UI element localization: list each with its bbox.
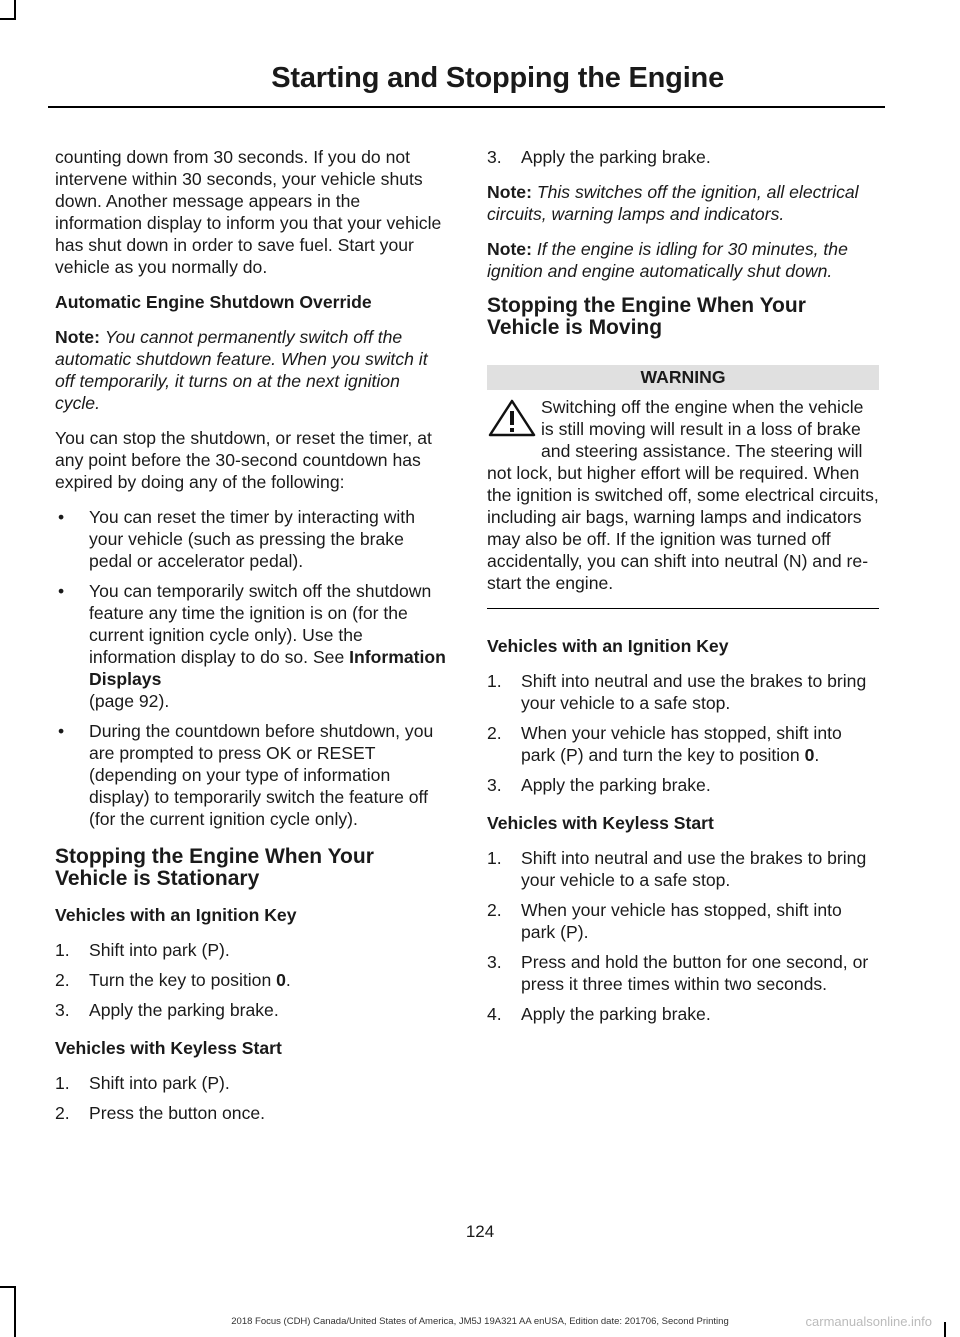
page-title: Starting and Stopping the Engine <box>271 62 724 94</box>
step-end: . <box>814 745 820 765</box>
step-item <box>487 670 879 714</box>
step-text: Shift into neutral and use the brakes to bring your vehicle to a safe stop. <box>521 671 867 713</box>
subsection-heading: Vehicles with an Ignition Key <box>55 905 297 925</box>
step-text: Apply the parking brake. <box>521 775 711 795</box>
note-label: Note: <box>487 239 532 259</box>
step-item <box>487 951 879 995</box>
warning-text: Switching off the engine when the vehicle is still moving will result in a loss of brake and steering assistance. The steering will not lock, but higher effort will be required. When the ignition is switched off, some electrical circuits, including air bags, warning lamps and indicators may also be off. If the ignition was turned off accidentally, you can shift into neutral (N) and re-start the engine. <box>487 397 879 593</box>
right-column <box>487 146 879 1033</box>
bullet-marker: • <box>58 581 65 601</box>
intro-paragraph: counting down from 30 seconds. If you do not intervene within 30 seconds, your vehicle shuts down. Another message appears in the information display to inform you that your vehicle has shut down in order to save fuel. Start your vehicle as you normally do. <box>55 147 442 277</box>
step-text: Turn the key to position <box>89 970 277 990</box>
section-heading: Stopping the Engine When Your Vehicle is Stationary <box>55 845 374 890</box>
step-text: Apply the parking brake. <box>89 1000 279 1020</box>
information-displays-link[interactable]: Information Displays <box>89 647 446 689</box>
header-rule <box>48 106 885 108</box>
step-item <box>487 774 879 796</box>
step-number: 1. <box>55 940 70 960</box>
note <box>487 181 879 225</box>
bullet-marker: • <box>58 721 65 741</box>
step-number: 3. <box>487 952 502 972</box>
step-text: When your vehicle has stopped, shift into park (P). <box>521 900 842 942</box>
step-text: Shift into park (P). <box>89 1073 230 1093</box>
section-heading: Stopping the Engine When Your Vehicle is Moving <box>487 294 806 339</box>
step-text: Shift into neutral and use the brakes to bring your vehicle to a safe stop. <box>521 848 867 890</box>
crop-mark <box>14 1286 16 1337</box>
step-item <box>55 1102 449 1124</box>
step-number: 2. <box>487 900 502 920</box>
page-number: 124 <box>465 1222 495 1241</box>
override-heading: Automatic Engine Shutdown Override <box>55 292 372 312</box>
step-text: Shift into park (P). <box>89 940 230 960</box>
step-number: 1. <box>487 671 502 691</box>
note-text: If the engine is idling for 30 minutes, the ignition and engine automatically shut down. <box>487 239 848 281</box>
bullet-item <box>55 720 449 830</box>
step-number: 1. <box>55 1073 70 1093</box>
warning-triangle-icon <box>487 398 537 438</box>
note-label: Note: <box>55 327 100 347</box>
step-number: 2. <box>55 1103 70 1123</box>
warning-rule <box>487 608 879 609</box>
warning-title: WARNING <box>487 365 879 390</box>
note-label: Note: <box>487 182 532 202</box>
note-text: This switches off the ignition, all electrical circuits, warning lamps and indicators. <box>487 182 859 224</box>
step-text: Press the button once. <box>89 1103 266 1123</box>
footer-text: 2018 Focus (CDH) Canada/United States of America, JM5J 19A321 AA enUSA, Edition date: 201706, Second Printing <box>231 1316 729 1327</box>
watermark: carmanualsonline.info <box>805 1314 932 1329</box>
crop-mark <box>14 0 16 20</box>
step-number: 2. <box>55 970 70 990</box>
step-number: 3. <box>487 147 502 167</box>
position-value: 0 <box>276 970 286 990</box>
step-item <box>55 969 449 991</box>
bullet-text: You can reset the timer by interacting with your vehicle (such as pressing the brake pedal or accelerator pedal). <box>89 507 415 571</box>
step-item <box>487 847 879 891</box>
step-text: When your vehicle has stopped, shift into park (P) and turn the key to position <box>521 723 842 765</box>
bullet-marker: • <box>58 507 65 527</box>
step-item <box>487 722 879 766</box>
note <box>487 238 879 282</box>
step-item <box>487 146 879 168</box>
note-text: You cannot permanently switch off the automatic shutdown feature. When you switch it off temporarily, it turns on at the next ignition cycle. <box>55 327 428 413</box>
step-end: . <box>285 970 291 990</box>
step-item <box>55 999 449 1021</box>
step-text: Press and hold the button for one second, or press it three times within two seconds. <box>521 952 869 994</box>
subsection-heading: Vehicles with an Ignition Key <box>487 636 729 656</box>
step-item <box>487 899 879 943</box>
step-number: 1. <box>487 848 502 868</box>
step-text: Apply the parking brake. <box>521 147 711 167</box>
page-reference: (page 92). <box>89 691 170 711</box>
bullet-item <box>55 580 449 712</box>
override-note <box>55 326 449 414</box>
step-item <box>55 1072 449 1094</box>
crop-mark <box>0 18 16 20</box>
bullet-text: You can temporarily switch off the shutdown feature any time the ignition is on (for the current ignition cycle only). Use the information display to do so. See <box>89 581 432 667</box>
subsection-heading: Vehicles with Keyless Start <box>55 1038 282 1058</box>
step-item <box>55 939 449 961</box>
crop-mark <box>0 1286 16 1288</box>
bullet-text: During the countdown before shutdown, you are prompted to press OK or RESET (depending on your type of information display) to temporarily switch the feature off (for the current ignition cycle only). <box>89 721 434 829</box>
left-column <box>55 146 449 1132</box>
bullet-item <box>55 506 449 572</box>
override-paragraph: You can stop the shutdown, or reset the timer, at any point before the 30-second countdown has expired by doing any of the following: <box>55 428 432 492</box>
step-number: 4. <box>487 1004 502 1024</box>
step-number: 2. <box>487 723 502 743</box>
step-number: 3. <box>487 775 502 795</box>
step-number: 3. <box>55 1000 70 1020</box>
warning-box <box>487 390 879 594</box>
position-value: 0 <box>804 745 815 765</box>
subsection-heading: Vehicles with Keyless Start <box>487 813 714 833</box>
step-text: Apply the parking brake. <box>521 1004 711 1024</box>
step-item <box>487 1003 879 1025</box>
